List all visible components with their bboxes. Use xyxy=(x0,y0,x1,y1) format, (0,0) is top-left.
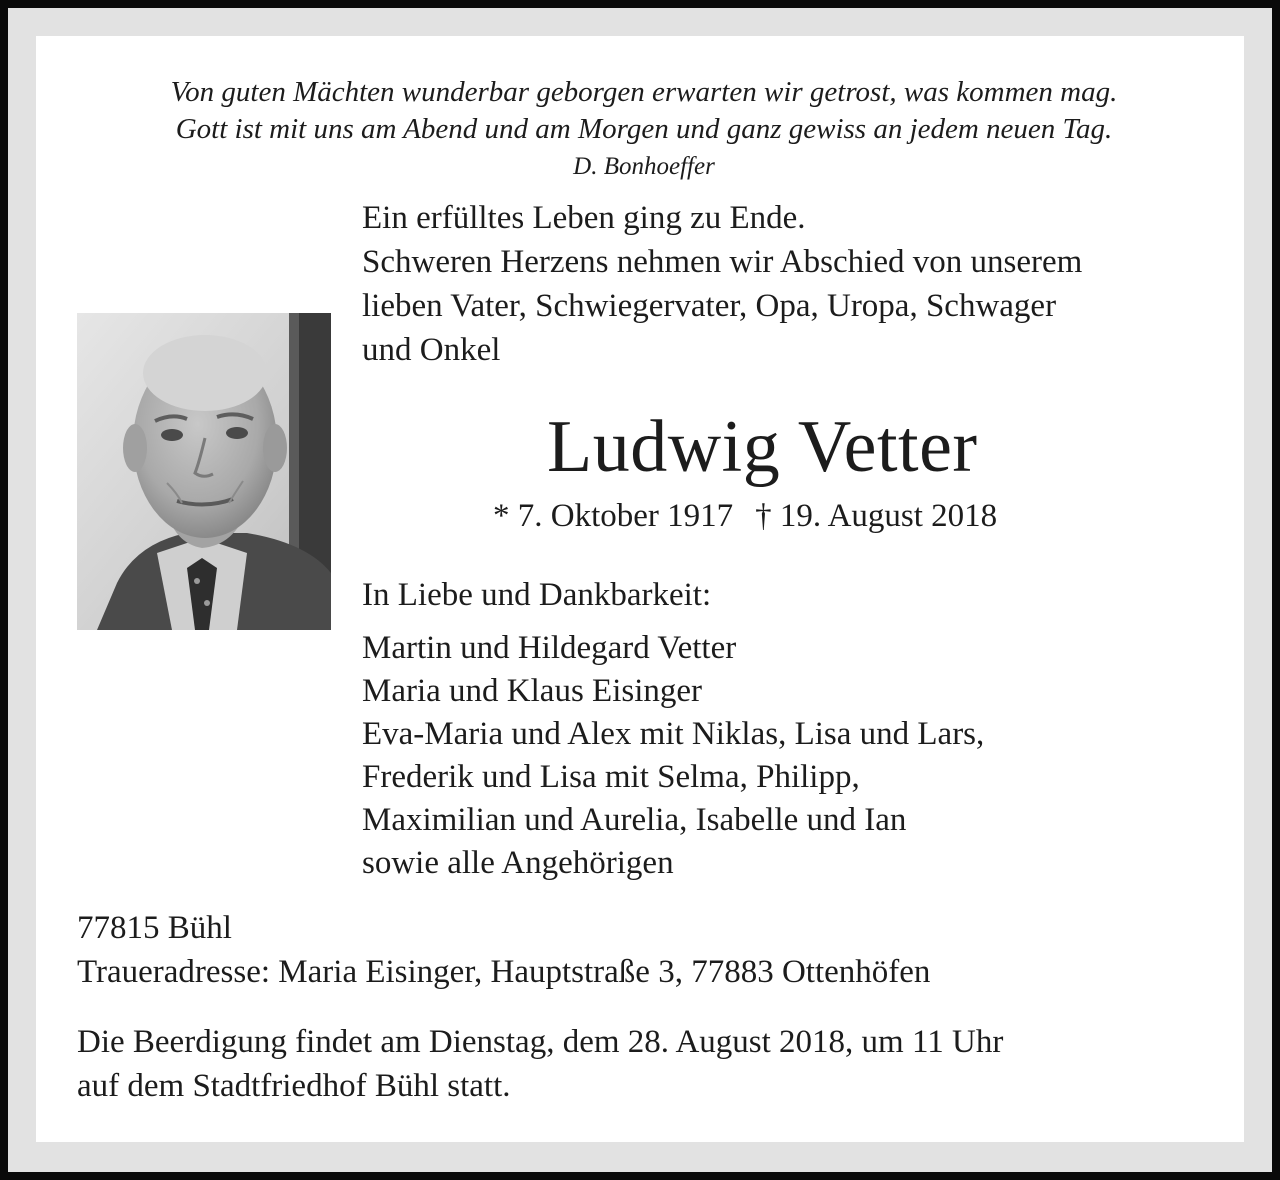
intro-line: Schweren Herzens nehmen wir Abschied von unserem xyxy=(362,244,1083,280)
mourners-list xyxy=(362,627,984,885)
bonhoeffer-quote xyxy=(0,74,1280,186)
mourners-heading: In Liebe und Dankbarkeit: xyxy=(362,577,712,613)
quote-line-2: Gott ist mit uns am Abend und am Morgen und ganz gewiss an jedem neuen Tag. xyxy=(175,113,1113,145)
intro-line: Ein erfülltes Leben ging zu Ende. xyxy=(362,200,806,236)
intro-line: lieben Vater, Schwiegervater, Opa, Uropa, Schwager xyxy=(362,288,1057,324)
mourning-address: Traueradresse: Maria Eisinger, Hauptstraße 3, 77883 Ottenhöfen xyxy=(77,954,931,990)
mourner-line: Eva-Maria und Alex mit Niklas, Lisa und Lars, xyxy=(362,716,985,752)
intro-line: und Onkel xyxy=(362,332,501,368)
portrait-illustration xyxy=(77,313,331,630)
funeral-line: auf dem Stadtfriedhof Bühl statt. xyxy=(77,1068,511,1104)
city-line: 77815 Bühl xyxy=(77,910,232,946)
quote-author: D. Bonhoeffer xyxy=(573,153,715,180)
quote-line-1: Von guten Mächten wunderbar geborgen erwarten wir getrost, was kommen mag. xyxy=(170,76,1118,108)
birth-date: * 7. Oktober 1917 xyxy=(493,498,734,534)
deceased-name: Ludwig Vetter xyxy=(547,406,978,488)
funeral-line: Die Beerdigung findet am Dienstag, dem 28. August 2018, um 11 Uhr xyxy=(77,1024,1004,1060)
mourner-line: sowie alle Angehörigen xyxy=(362,845,674,881)
mourner-line: Martin und Hildegard Vetter xyxy=(362,630,737,666)
portrait-photo xyxy=(77,313,331,630)
mourner-line: Maximilian und Aurelia, Isabelle und Ian xyxy=(362,802,907,838)
address-block xyxy=(77,906,930,994)
funeral-info xyxy=(77,1020,1003,1108)
death-date: † 19. August 2018 xyxy=(755,498,998,534)
intro-text xyxy=(362,196,1082,372)
obituary-card xyxy=(36,36,1244,1142)
mourner-line: Maria und Klaus Eisinger xyxy=(362,673,703,709)
mourner-line: Frederik und Lisa mit Selma, Philipp, xyxy=(362,759,860,795)
life-dates xyxy=(493,494,997,538)
